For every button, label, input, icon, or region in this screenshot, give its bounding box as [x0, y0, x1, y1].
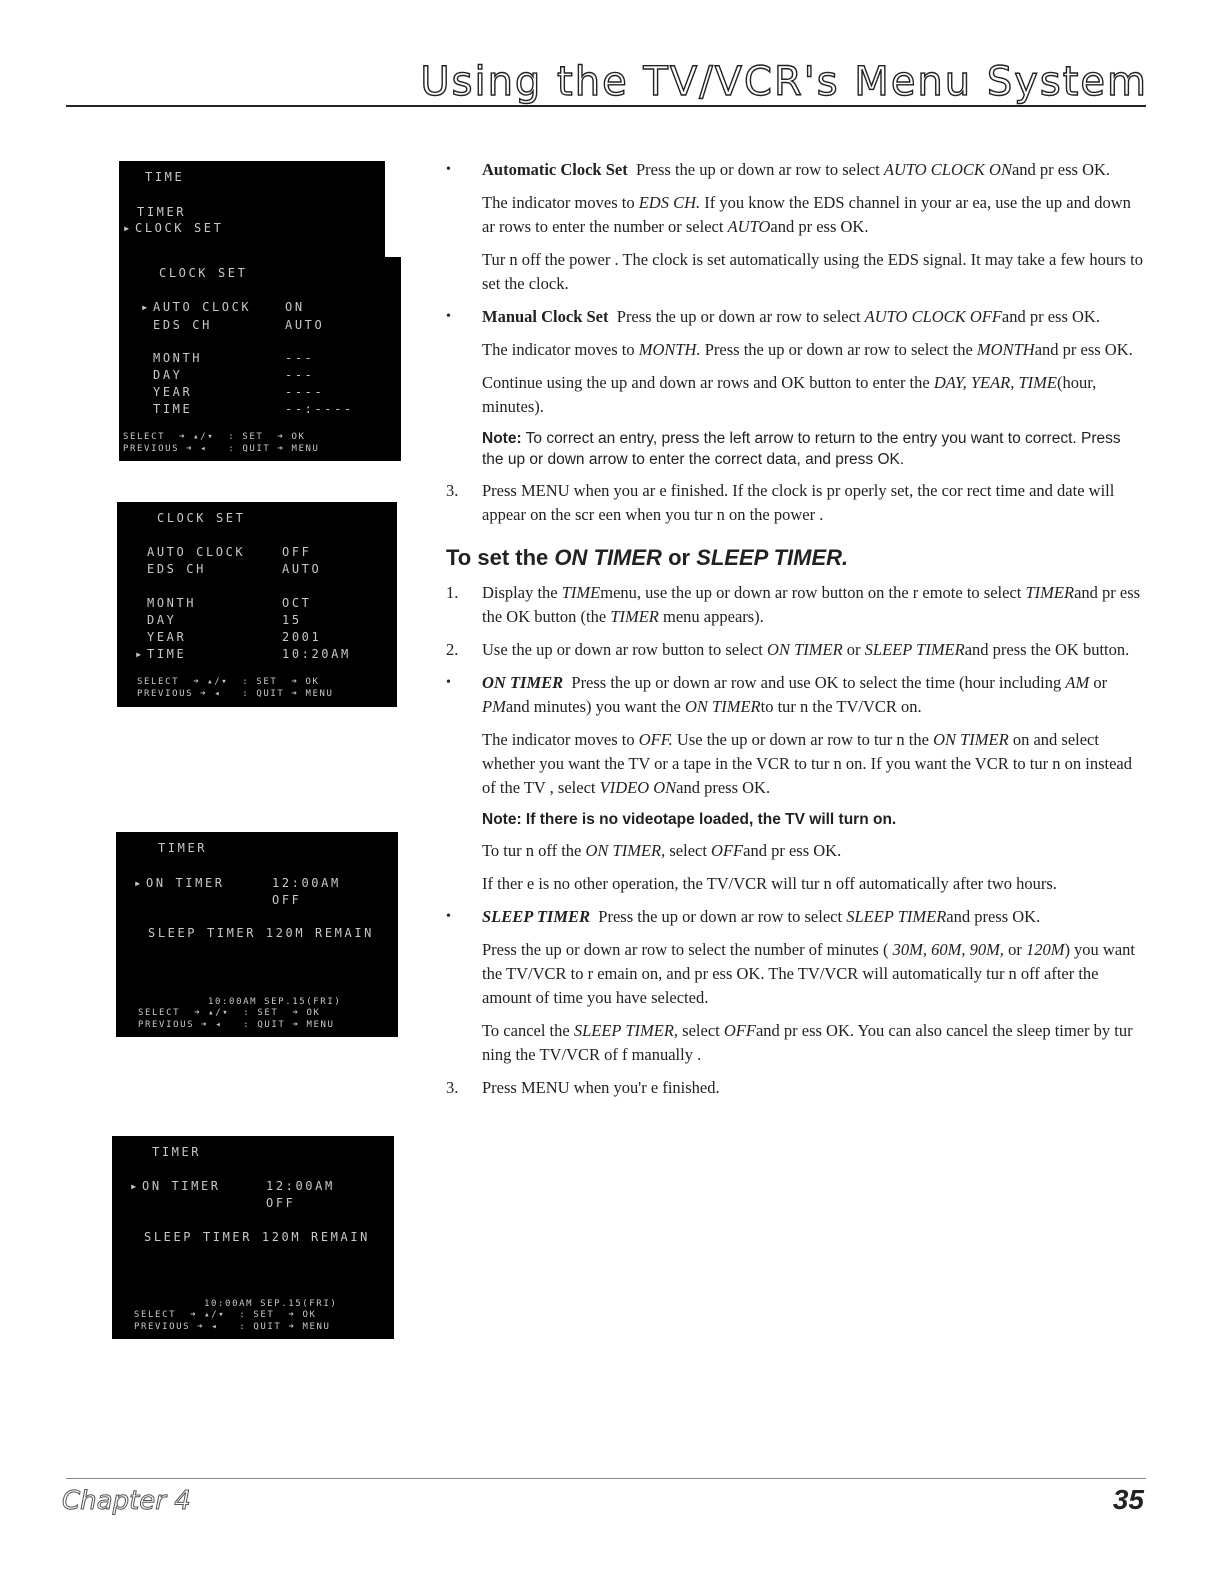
text: or: [661, 545, 697, 570]
emph: 120M: [1025, 940, 1065, 959]
emph: AUTO CLOCK OFF: [864, 307, 1002, 326]
emph: AM: [1065, 673, 1090, 692]
osd-menu-item-clock-set: CLOCK SET: [135, 221, 224, 235]
text: and press the OK button.: [964, 640, 1130, 659]
emph: MONTH: [976, 340, 1035, 359]
manual-clock-bullet: [446, 305, 1146, 329]
osd-on-timer-state: OFF: [272, 893, 302, 907]
text: The indicator moves to: [482, 193, 639, 212]
text: To cancel the: [482, 1021, 574, 1040]
osd-month-value: ---: [285, 351, 315, 365]
text: and pr ess OK. You can also cancel the sleep timer by tur ning the TV/VCR of f manually .: [482, 1021, 1133, 1064]
manual-clock-heading: Manual Clock Set: [482, 307, 609, 326]
timer-step-3: [446, 1076, 1146, 1100]
timer-step-2: [446, 638, 1146, 662]
bullet-marker: •: [446, 162, 451, 177]
osd-title: TIMER: [152, 1145, 202, 1159]
osd-eds-ch-label: EDS CH: [153, 318, 212, 332]
auto-clock-para-2: [482, 191, 1146, 239]
osd-auto-clock-value: OFF: [282, 545, 312, 559]
text: Continue using the up and down ar rows and OK button to enter the: [482, 373, 934, 392]
on-timer-bullet: [446, 671, 1146, 719]
text: Press MENU when you ar e finished. If the clock is pr operly set, the cor rect time and date will appear on the scr een when you tur n on the power .: [482, 481, 1115, 524]
osd-selected-marker: ▸: [130, 1179, 140, 1193]
text: Use the up or down ar row button to select: [482, 640, 768, 659]
header-rule: [66, 105, 1146, 107]
osd-time-value: 10:20AM: [282, 647, 351, 661]
page-number: 35: [1112, 1484, 1144, 1515]
text: Press the up or down ar row and use OK to select the time (hour including: [571, 673, 1066, 692]
text: To tur n off the: [482, 841, 586, 860]
note-text: If there is no videotape loaded, the TV will turn on.: [521, 811, 897, 828]
text: Press MENU when you'r e finished.: [482, 1078, 720, 1097]
osd-footer-select: SELECT ➜ ▴/▾ : SET ➜ OK: [138, 1008, 321, 1018]
osd-on-timer-time: 12:00AM: [272, 876, 341, 890]
auto-clock-heading: Automatic Clock Set: [482, 160, 628, 179]
step-number: 1.: [446, 583, 459, 602]
text: Press the up or down ar row to select: [635, 160, 884, 179]
text: or: [842, 640, 865, 659]
emph: SLEEP TIMER,: [573, 1021, 679, 1040]
note-correct-entry: [482, 428, 1146, 470]
timer-step-1: [446, 581, 1146, 629]
text: and pr ess OK.: [1001, 307, 1100, 326]
osd-on-timer-label: ON TIMER: [142, 1179, 221, 1193]
osd-clock-set-manual: [117, 502, 397, 707]
text: menu, use the up or down ar row button on the r emote to select: [600, 583, 1026, 602]
osd-status-datetime: 10:00AM SEP.15(FRI): [208, 997, 342, 1007]
text: menu appears).: [658, 607, 764, 626]
text: Press the up or down ar row to select: [616, 307, 865, 326]
text: on and select whether you want the TV or a tape in the VCR to tur n on. If you want the VCR to tur n on instead of the TV , select: [482, 730, 1132, 797]
osd-on-timer-label: ON TIMER: [146, 876, 225, 890]
osd-year-value: ----: [285, 385, 325, 399]
bullet-marker: •: [446, 675, 451, 690]
text: (hour, minutes).: [482, 373, 1097, 416]
osd-auto-clock-label: AUTO CLOCK: [147, 545, 246, 559]
text: and press OK.: [946, 907, 1041, 926]
osd-footer-select: SELECT ➜ ▴/▾ : SET ➜ OK: [134, 1310, 317, 1320]
osd-on-timer-state: OFF: [266, 1196, 296, 1210]
osd-title: CLOCK SET: [159, 266, 248, 280]
text: select: [678, 1021, 724, 1040]
emph: TIMER: [610, 607, 659, 626]
emph: ON TIMER,: [585, 841, 666, 860]
clock-step-3: [446, 479, 1146, 527]
footer-chapter: Chapter 4: [62, 1486, 191, 1516]
instructions-column: [446, 158, 1146, 1109]
osd-sleep-timer-line: SLEEP TIMER 120M REMAIN: [148, 926, 374, 940]
osd-timer-1: [116, 832, 398, 1037]
text: To set the: [446, 545, 555, 570]
text: The indicator moves to: [482, 730, 639, 749]
emph: SLEEP TIMER: [846, 907, 947, 926]
emph: PM: [482, 697, 506, 716]
bullet-marker: •: [446, 309, 451, 324]
osd-auto-clock-label: AUTO CLOCK: [153, 300, 252, 314]
osd-time-value: --:----: [285, 402, 354, 416]
page-header-title: Using the TV/VCR's Menu System: [420, 59, 1148, 105]
emph: 30M, 60M, 90M,: [892, 940, 1004, 959]
sleep-timer-heading: SLEEP TIMER: [482, 907, 591, 926]
text: Display the: [482, 583, 562, 602]
osd-selected-marker: ▸: [134, 876, 144, 890]
emph: ON TIMER: [933, 730, 1009, 749]
text: and pr ess OK.: [743, 841, 842, 860]
text: Press the up or down ar row to select the number of minutes (: [482, 940, 893, 959]
on-timer-para-2: [482, 728, 1146, 800]
text: to tur n the TV/VCR on.: [760, 697, 922, 716]
text: and pr ess OK.: [770, 217, 869, 236]
osd-footer-previous: PREVIOUS ➜ ◂ : QUIT ➜ MENU: [137, 689, 334, 699]
osd-eds-ch-value: AUTO: [282, 562, 322, 576]
manual-clock-para-2: [482, 338, 1146, 362]
text: Press the up or down ar row to select the: [700, 340, 977, 359]
osd-month-label: MONTH: [147, 596, 197, 610]
emph: SLEEP TIMER: [864, 640, 965, 659]
osd-year-label: YEAR: [147, 630, 187, 644]
osd-footer-previous: PREVIOUS ➜ ◂ : QUIT ➜ MENU: [134, 1322, 331, 1332]
emph: ON TIMER: [685, 697, 761, 716]
emph: ON TIMER: [554, 545, 662, 570]
osd-month-value: OCT: [282, 596, 312, 610]
note-label: Note:: [482, 430, 522, 447]
osd-footer-select: SELECT ➜ ▴/▾ : SET ➜ OK: [137, 677, 320, 687]
bullet-marker: •: [446, 909, 451, 924]
text: and pr ess OK.: [1011, 160, 1111, 179]
text: or: [1089, 673, 1108, 692]
note-no-videotape: [482, 809, 1146, 830]
text: If you know the EDS channel in your ar ea, use the up and down ar rows to enter the number or select: [482, 193, 1131, 236]
osd-status-datetime: 10:00AM SEP.15(FRI): [204, 1299, 338, 1309]
manual-clock-para-3: [482, 371, 1146, 419]
osd-year-label: YEAR: [153, 385, 193, 399]
text: and minutes) you want the: [505, 697, 685, 716]
osd-day-label: DAY: [153, 368, 183, 382]
osd-day-label: DAY: [147, 613, 177, 627]
emph: EDS CH.: [638, 193, 701, 212]
osd-menu-item-timer: TIMER: [137, 205, 187, 219]
step-number: 2.: [446, 640, 459, 659]
text: and pr ess OK.: [1034, 340, 1133, 359]
text: and press OK.: [676, 778, 771, 797]
text: ) you want the TV/VCR to r emain on, and pr ess OK. The TV/VCR will automatically tur n off after the amount of time you have selected.: [482, 940, 1136, 1007]
osd-title: TIME: [145, 170, 185, 184]
osd-time-label: TIME: [153, 402, 193, 416]
osd-on-timer-time: 12:00AM: [266, 1179, 335, 1193]
sleep-timer-para-3: [482, 1019, 1146, 1067]
step-number: 3.: [446, 481, 459, 500]
auto-clock-bullet: [446, 158, 1146, 182]
osd-footer-previous: PREVIOUS ➜ ◂ : QUIT ➜ MENU: [123, 444, 320, 454]
emph: OFF.: [638, 730, 673, 749]
osd-footer-select: SELECT ➜ ▴/▾ : SET ➜ OK: [123, 432, 306, 442]
section-heading-timers: [446, 545, 1146, 571]
sleep-timer-para-2: [482, 938, 1146, 1010]
osd-timer-2: [112, 1136, 394, 1339]
step-number: 3.: [446, 1078, 459, 1097]
emph: MONTH.: [638, 340, 701, 359]
osd-eds-ch-label: EDS CH: [147, 562, 206, 576]
osd-day-value: ---: [285, 368, 315, 382]
osd-selected-marker: ▸: [135, 647, 145, 661]
osd-title: TIMER: [158, 841, 208, 855]
note-text: To correct an entry, press the left arrow to return to the entry you want to correct. Press the up or down arrow to enter the correct data, and press OK.: [482, 430, 1121, 468]
osd-eds-ch-value: AUTO: [285, 318, 325, 332]
osd-sleep-timer-line: SLEEP TIMER 120M REMAIN: [144, 1230, 370, 1244]
emph: TIME: [561, 583, 601, 602]
osd-day-value: 15: [282, 613, 302, 627]
emph: AUTO CLOCK ON: [883, 160, 1012, 179]
on-timer-para-4: If ther e is no other operation, the TV/VCR will tur n off automatically after two hours.: [482, 874, 1057, 893]
emph: TIMER: [1025, 583, 1075, 602]
text: or: [1003, 940, 1026, 959]
emph: ON TIMER: [767, 640, 843, 659]
emph: DAY, YEAR, TIME: [933, 373, 1057, 392]
text: Use the up or down ar row to tur n the: [672, 730, 934, 749]
emph: OFF: [711, 841, 744, 860]
text: select: [665, 841, 712, 860]
text: Press the up or down ar row to select: [598, 907, 847, 926]
on-timer-heading: ON TIMER: [482, 673, 564, 692]
osd-title: CLOCK SET: [157, 511, 246, 525]
footer-rule: [66, 1478, 1146, 1479]
osd-clock-set-auto: [119, 257, 401, 461]
osd-auto-clock-value: ON: [285, 300, 305, 314]
osd-time-label: TIME: [147, 647, 187, 661]
text: The indicator moves to: [482, 340, 639, 359]
osd-selected-marker: ▸: [141, 300, 151, 314]
on-timer-para-3: [482, 839, 1146, 863]
osd-selected-marker: ▸: [123, 221, 133, 235]
text: and pr ess the OK button (the: [482, 583, 1141, 626]
osd-year-value: 2001: [282, 630, 322, 644]
osd-footer-previous: PREVIOUS ➜ ◂ : QUIT ➜ MENU: [138, 1020, 335, 1030]
auto-clock-para-3: Tur n off the power . The clock is set automatically using the EDS signal. It may take a few hours to set the clock.: [482, 250, 1143, 293]
emph: SLEEP TIMER.: [696, 545, 849, 570]
note-label: Note:: [482, 811, 522, 828]
emph: VIDEO ON: [599, 778, 677, 797]
sleep-timer-bullet: [446, 905, 1146, 929]
emph: AUTO: [727, 217, 771, 236]
emph: OFF: [723, 1021, 756, 1040]
osd-month-label: MONTH: [153, 351, 203, 365]
